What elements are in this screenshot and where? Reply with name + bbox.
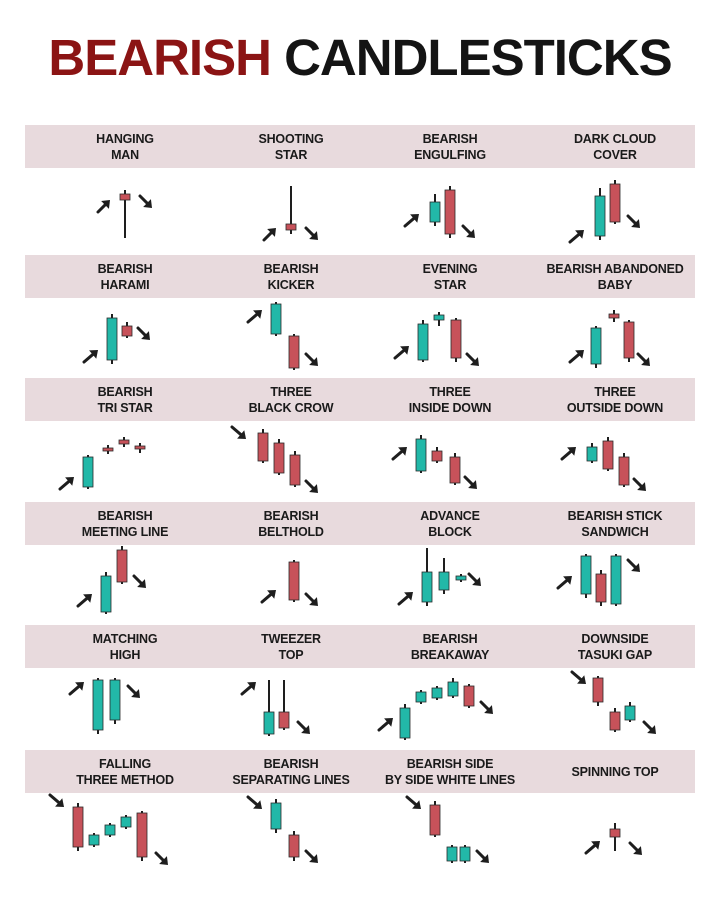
bearish-candle xyxy=(290,451,300,487)
matching-high-label xyxy=(40,631,210,663)
label-line: THREE xyxy=(429,384,471,399)
advance-block-icon xyxy=(365,546,535,626)
three-inside-down-label xyxy=(365,384,535,416)
label-line: OUTSIDE DOWN xyxy=(566,400,664,415)
label-line: ENGULFING xyxy=(414,147,486,162)
trend-up-arrow-icon xyxy=(393,447,407,459)
trend-up-arrow-icon xyxy=(558,576,572,588)
bullish-candle xyxy=(439,558,449,594)
bullish-candle xyxy=(107,314,117,364)
bullish-candle xyxy=(121,815,131,829)
label-line: COVER xyxy=(593,147,637,162)
trend-down-arrow-icon xyxy=(644,722,656,734)
bullish-candle xyxy=(83,455,93,489)
bearish-candle xyxy=(286,186,296,234)
bullish-candle xyxy=(271,302,281,336)
bearish-candle xyxy=(289,831,299,861)
bearish-candle xyxy=(120,190,130,238)
bearish-abandoned-baby-label xyxy=(530,261,700,293)
trend-up-arrow-icon xyxy=(98,200,110,212)
label-line: BREAKAWAY xyxy=(410,647,490,662)
trend-up-arrow-icon xyxy=(562,447,576,459)
bullish-candle xyxy=(110,678,120,724)
trend-down-arrow-icon xyxy=(638,354,650,366)
bullish-candle xyxy=(105,823,115,837)
dark-cloud-cover-icon xyxy=(530,176,700,256)
bullish-candle xyxy=(432,686,442,700)
label-line: TASUKI GAP xyxy=(577,647,653,662)
bearish-candle xyxy=(432,447,442,463)
bearish-candle xyxy=(258,429,268,463)
label-line: TWEEZER xyxy=(261,631,321,646)
downside-tasuki-gap-label xyxy=(530,631,700,663)
bearish-engulfing-label xyxy=(365,131,535,163)
bearish-candle xyxy=(445,186,455,238)
trend-up-arrow-icon xyxy=(262,590,276,602)
trend-down-arrow-icon xyxy=(628,560,640,572)
bearish-candle xyxy=(593,676,603,706)
label-line: DOWNSIDE xyxy=(581,631,649,646)
label-line: BEARISH xyxy=(263,756,319,771)
label-line: BEARISH xyxy=(97,384,153,399)
hanging-man-label xyxy=(40,131,210,163)
bearish-stick-sandwich-icon xyxy=(530,546,700,626)
bearish-candle xyxy=(464,684,474,708)
trend-down-arrow-icon xyxy=(469,574,481,586)
downside-tasuki-gap-icon xyxy=(530,670,700,750)
trend-up-arrow-icon xyxy=(242,682,256,694)
label-line: INSIDE DOWN xyxy=(408,400,492,415)
shooting-star-icon xyxy=(206,176,376,256)
bearish-meeting-line-label xyxy=(40,508,210,540)
bearish-candle xyxy=(279,680,289,730)
bearish-tri-star-label xyxy=(40,384,210,416)
trend-down-arrow-icon xyxy=(156,853,168,865)
trend-down-arrow-icon xyxy=(481,702,493,714)
label-line: BEARISH xyxy=(422,131,478,146)
bearish-harami-label xyxy=(40,261,210,293)
trend-down-arrow-icon xyxy=(306,228,318,240)
label-line: FALLING xyxy=(98,756,152,771)
label-line: THREE xyxy=(270,384,312,399)
bullish-candle xyxy=(422,548,432,606)
dark-cloud-cover-label xyxy=(530,131,700,163)
bearish-tri-star-icon xyxy=(40,423,210,503)
bearish-kicker-icon xyxy=(206,300,376,380)
bullish-candle xyxy=(264,680,274,736)
label-line: SHOOTING xyxy=(258,131,324,146)
bullish-candle xyxy=(430,194,440,226)
bullish-candle xyxy=(587,443,597,463)
evening-star-label xyxy=(365,261,535,293)
falling-three-method-icon xyxy=(40,795,210,875)
bearish-candle xyxy=(624,320,634,362)
label-line: BY SIDE WHITE LINES xyxy=(384,772,515,787)
bearish-candle xyxy=(619,453,629,487)
bearish-candle xyxy=(73,803,83,851)
label-line: BABY xyxy=(597,277,633,292)
bearish-stick-sandwich-label xyxy=(530,508,700,540)
title-word-bearish: BEARISH xyxy=(48,29,271,86)
bearish-candle xyxy=(119,437,129,447)
bearish-candle xyxy=(122,322,132,338)
trend-down-arrow-icon xyxy=(467,354,479,366)
bearish-meeting-line-icon xyxy=(40,546,210,626)
label-line: ADVANCE xyxy=(420,508,480,523)
bearish-candle xyxy=(137,811,147,861)
bearish-candle xyxy=(289,334,299,370)
trend-down-arrow-icon xyxy=(477,851,489,863)
trend-up-arrow-icon xyxy=(70,682,84,694)
label-line: BEARISH ABANDONED xyxy=(546,261,684,276)
label-line: BEARISH SIDE xyxy=(406,756,494,771)
bullish-candle xyxy=(418,320,428,362)
shooting-star-label xyxy=(206,131,376,163)
bearish-belthold-label xyxy=(206,508,376,540)
bearish-candle xyxy=(274,439,284,475)
label-line: MAN xyxy=(111,147,139,162)
trend-down-arrow-icon xyxy=(306,851,318,863)
label-line: STAR xyxy=(433,277,467,292)
label-line: THREE METHOD xyxy=(76,772,174,787)
trend-down-arrow-icon xyxy=(306,354,318,366)
bullish-candle xyxy=(611,554,621,606)
bullish-candle xyxy=(93,678,103,734)
three-black-crow-label xyxy=(206,384,376,416)
bearish-candle xyxy=(289,560,299,602)
label-line: MEETING LINE xyxy=(81,524,169,539)
bearish-breakaway-label xyxy=(365,631,535,663)
bearish-candle xyxy=(609,310,619,322)
bearish-candle xyxy=(610,180,620,224)
bearish-kicker-label xyxy=(206,261,376,293)
trend-down-arrow-icon xyxy=(298,722,310,734)
bearish-side-by-side-white-lines-label xyxy=(365,756,535,788)
bullish-candle xyxy=(460,845,470,863)
trend-down-arrow-icon xyxy=(306,481,318,493)
title-word-candlesticks: CANDLESTICKS xyxy=(284,29,672,86)
bullish-candle xyxy=(591,326,601,368)
tweezer-top-label xyxy=(206,631,376,663)
trend-up-arrow-icon xyxy=(60,477,74,489)
bearish-breakaway-icon xyxy=(365,670,535,750)
bearish-harami-icon xyxy=(40,300,210,380)
trend-down-arrow-icon xyxy=(138,328,150,340)
label-line: DARK CLOUD xyxy=(573,131,657,146)
bullish-candle xyxy=(434,312,444,326)
label-line: SEPARATING LINES xyxy=(232,772,350,787)
trend-down-arrow-icon xyxy=(628,216,640,228)
trend-down-arrow-icon xyxy=(463,226,475,238)
bearish-candle xyxy=(103,445,113,454)
advance-block-label xyxy=(365,508,535,540)
label-line: EVENING xyxy=(422,261,478,276)
label-line: THREE xyxy=(594,384,636,399)
trend-up-arrow-icon xyxy=(395,346,409,358)
bearish-abandoned-baby-icon xyxy=(530,300,700,380)
label-line: STAR xyxy=(274,147,308,162)
label-line: SANDWICH xyxy=(581,524,649,539)
trend-up-arrow-icon xyxy=(399,592,413,604)
trend-down-arrow-icon xyxy=(630,843,642,855)
trend-up-arrow-icon xyxy=(232,427,246,439)
bullish-candle xyxy=(448,678,458,698)
label-line: MATCHING xyxy=(92,631,158,646)
bullish-candle xyxy=(595,188,605,240)
trend-up-arrow-icon xyxy=(78,594,92,606)
label-line: BLACK CROW xyxy=(248,400,334,415)
bearish-candle xyxy=(117,546,127,584)
bearish-side-by-side-white-lines-icon xyxy=(365,795,535,875)
label-line: KICKER xyxy=(267,277,315,292)
matching-high-icon xyxy=(40,670,210,750)
bullish-candle xyxy=(400,704,410,740)
trend-down-arrow-icon xyxy=(634,479,646,491)
label-line: BLOCK xyxy=(428,524,472,539)
bearish-engulfing-icon xyxy=(365,176,535,256)
label-line: BEARISH xyxy=(263,261,319,276)
label-line: BEARISH xyxy=(263,508,319,523)
trend-down-arrow-icon xyxy=(306,594,318,606)
label-line: BELTHOLD xyxy=(258,524,324,539)
label-line: BEARISH STICK xyxy=(567,508,663,523)
spinning-top-label xyxy=(530,764,700,780)
trend-up-arrow-icon xyxy=(572,672,586,684)
falling-three-method-label xyxy=(40,756,210,788)
bearish-candle xyxy=(451,318,461,362)
bearish-candle xyxy=(603,437,613,471)
trend-down-arrow-icon xyxy=(465,477,477,489)
three-outside-down-label xyxy=(530,384,700,416)
trend-up-arrow-icon xyxy=(379,718,393,730)
bullish-candle xyxy=(447,845,457,863)
bearish-separating-lines-label xyxy=(206,756,376,788)
bearish-candle xyxy=(450,453,460,485)
trend-up-arrow-icon xyxy=(264,228,276,240)
evening-star-icon xyxy=(365,300,535,380)
bullish-candle xyxy=(89,833,99,847)
three-inside-down-icon xyxy=(365,423,535,503)
trend-up-arrow-icon xyxy=(586,841,600,853)
label-line: BEARISH xyxy=(422,631,478,646)
bearish-candle xyxy=(610,823,620,851)
trend-down-arrow-icon xyxy=(140,196,152,208)
spinning-top-icon xyxy=(530,795,700,875)
bullish-candle xyxy=(416,435,426,473)
three-outside-down-icon xyxy=(530,423,700,503)
label-line: HANGING xyxy=(96,131,154,146)
bullish-candle xyxy=(581,554,591,598)
hanging-man-icon xyxy=(40,176,210,256)
three-black-crow-icon xyxy=(206,423,376,503)
bullish-candle xyxy=(416,690,426,704)
bearish-candle xyxy=(610,708,620,732)
trend-up-arrow-icon xyxy=(248,797,262,809)
trend-up-arrow-icon xyxy=(50,795,64,807)
label-line: TRI STAR xyxy=(97,400,153,415)
label-line: TOP xyxy=(278,647,304,662)
trend-up-arrow-icon xyxy=(405,214,419,226)
label-line: HARAMI xyxy=(100,277,150,292)
trend-down-arrow-icon xyxy=(128,686,140,698)
trend-up-arrow-icon xyxy=(407,797,421,809)
bullish-candle xyxy=(625,702,635,722)
trend-down-arrow-icon xyxy=(134,576,146,588)
bearish-belthold-icon xyxy=(206,546,376,626)
label-line: HIGH xyxy=(109,647,141,662)
bullish-candle xyxy=(101,572,111,614)
label-line: SPINNING TOP xyxy=(571,764,659,779)
tweezer-top-icon xyxy=(206,670,376,750)
trend-up-arrow-icon xyxy=(248,310,262,322)
bullish-candle xyxy=(271,799,281,833)
label-line: BEARISH xyxy=(97,261,153,276)
trend-up-arrow-icon xyxy=(570,230,584,242)
trend-up-arrow-icon xyxy=(570,350,584,362)
bearish-separating-lines-icon xyxy=(206,795,376,875)
bearish-candle xyxy=(135,443,145,453)
label-line: BEARISH xyxy=(97,508,153,523)
trend-up-arrow-icon xyxy=(84,350,98,362)
bullish-candle xyxy=(456,574,466,582)
bearish-candle xyxy=(596,570,606,606)
bearish-candle xyxy=(430,801,440,837)
